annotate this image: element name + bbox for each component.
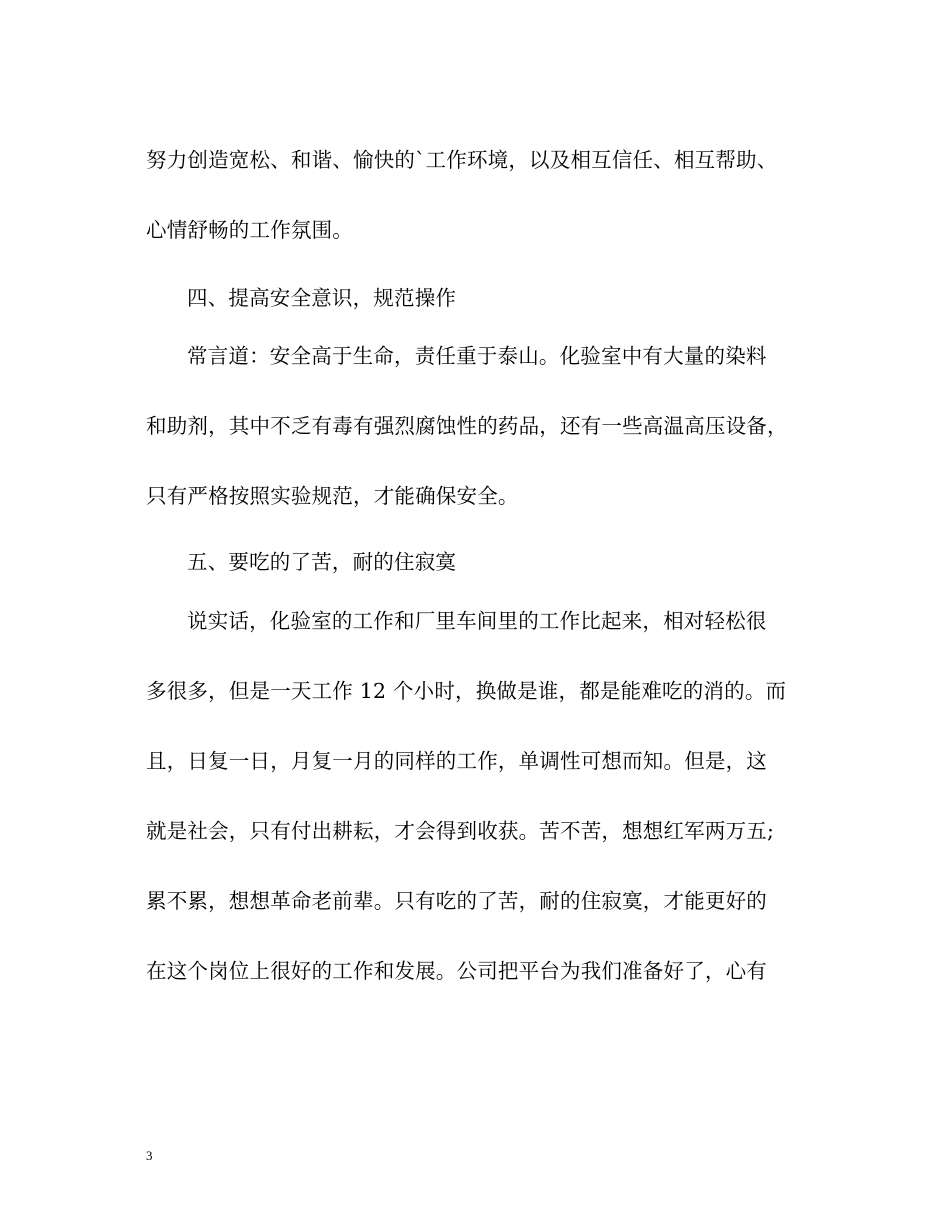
text-line: 且，日复一日，月复一月的同样的工作，单调性可想而知。但是，这 [146,749,767,773]
text-line: 累不累，想想革命老前辈。只有吃的了苦，耐的住寂寞，才能更好的 [146,889,767,913]
text-line: 心情舒畅的工作氛围。 [146,218,353,242]
text-line: 努力创造宽松、和谐、愉快的`工作环境，以及相互信任、相互帮助、 [146,148,778,172]
paragraph-start-line: 常言道：安全高于生命，责任重于泰山。化验室中有大量的染料 [187,344,767,368]
section-heading: 四、提高安全意识，规范操作 [187,286,457,310]
paragraph-start-line: 说实话，化验室的工作和厂里车间里的工作比起来，相对轻松很 [187,609,767,633]
text-line: 只有严格按照实验规范，才能确保安全。 [146,484,519,508]
text-line: 就是社会，只有付出耕耘，才会得到收获。苦不苦，想想红军两万五; [146,819,775,843]
section-heading: 五、要吃的了苦，耐的住寂寞 [187,550,457,574]
text-line: 在这个岗位上很好的工作和发展。公司把平台为我们准备好了，心有 [146,959,767,983]
page-number: 3 [146,1148,153,1163]
text-line: 和助剂，其中不乏有毒有强烈腐蚀性的药品，还有一些高温高压设备， [146,414,788,438]
text-line: 多很多，但是一天工作 12 个小时，换做是谁，都是能难吃的消的。而 [146,679,787,703]
